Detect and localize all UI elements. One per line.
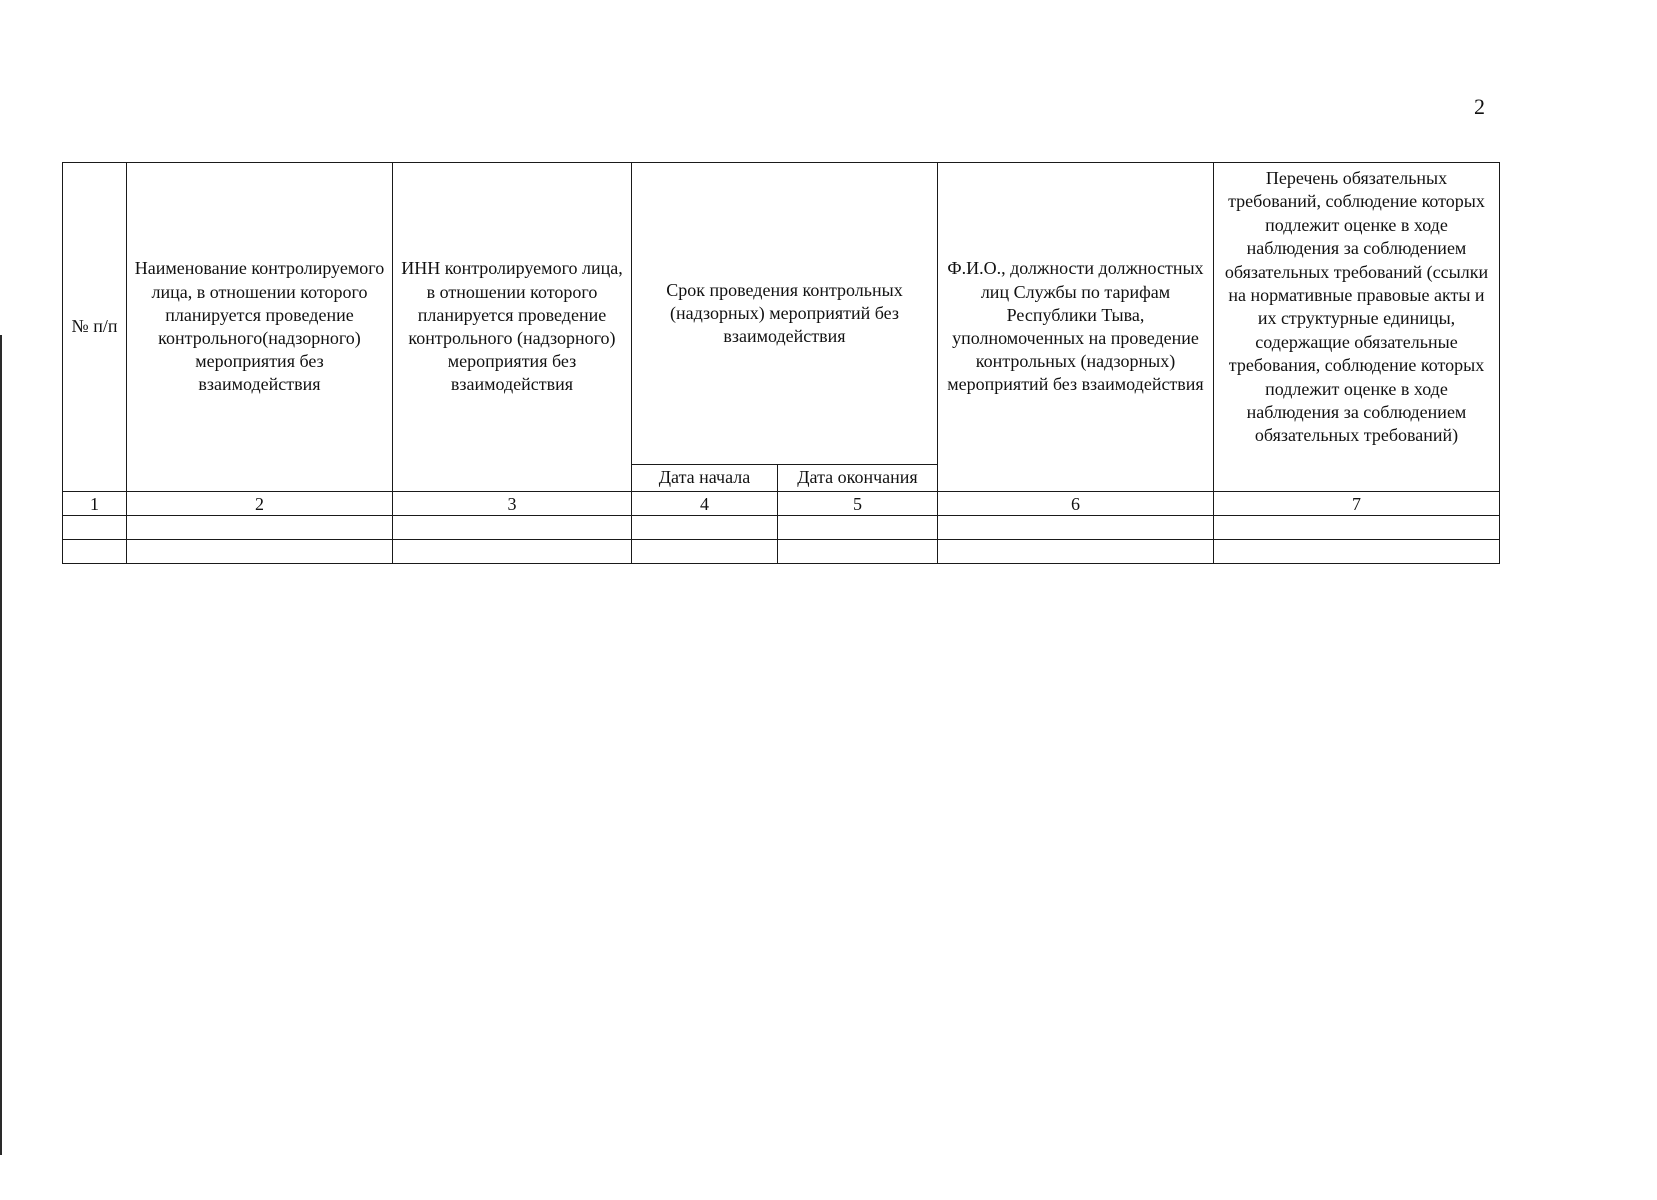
table-cell: [127, 516, 393, 540]
column-number-cell: 2: [127, 492, 393, 516]
table-cell: [393, 540, 632, 564]
column-number-cell: 6: [938, 492, 1214, 516]
table-cell: [778, 540, 938, 564]
table-cell: [1214, 540, 1500, 564]
table-cell: [63, 540, 127, 564]
header-date-start: Дата начала: [632, 465, 778, 492]
table-cell: [1214, 516, 1500, 540]
column-number-cell: 3: [393, 492, 632, 516]
page-number: 2: [1474, 94, 1485, 119]
column-number-cell: 1: [63, 492, 127, 516]
header-officials: Ф.И.О., должности должностных лиц Службы по тарифам Республики Тыва, уполномоченных на проведение контрольных (надзорных) мероприятий без взаимодействия: [938, 163, 1214, 492]
header-inn: ИНН контролируемого лица, в отношении которого планируется проведение контрольного (надзорного) мероприятия без взаимодействия: [393, 163, 632, 492]
table-cell: [938, 516, 1214, 540]
table-row: [63, 540, 1500, 564]
column-number-cell: 4: [632, 492, 778, 516]
header-period: Срок проведения контрольных (надзорных) мероприятий без взаимодействия: [632, 163, 938, 465]
header-number: № п/п: [63, 163, 127, 492]
inspection-schedule-table: [62, 162, 1500, 564]
table-cell: [63, 516, 127, 540]
header-requirements: Перечень обязательных требований, соблюдение которых подлежит оценке в ходе наблюдения за соблюдением обязательных требований (ссылки на нормативные правовые акты и их структурные единицы, содержащие обязательные требования, соблюдение которых подлежит оценке в ходе наблюдения за соблюдением обязательных требований): [1214, 163, 1500, 492]
header-controlled-entity-name: Наименование контролируемого лица, в отношении которого планируется проведение контрольного(надзорного) мероприятия без взаимодействия: [127, 163, 393, 492]
table-cell: [393, 516, 632, 540]
table-cell: [632, 540, 778, 564]
column-number-row: [63, 492, 1500, 516]
table-row: [63, 516, 1500, 540]
table-cell: [632, 516, 778, 540]
table-cell: [938, 540, 1214, 564]
column-number-cell: 7: [1214, 492, 1500, 516]
scan-edge-line: [0, 335, 2, 1155]
column-number-cell: 5: [778, 492, 938, 516]
table-cell: [127, 540, 393, 564]
table-cell: [778, 516, 938, 540]
header-date-end: Дата окончания: [778, 465, 938, 492]
